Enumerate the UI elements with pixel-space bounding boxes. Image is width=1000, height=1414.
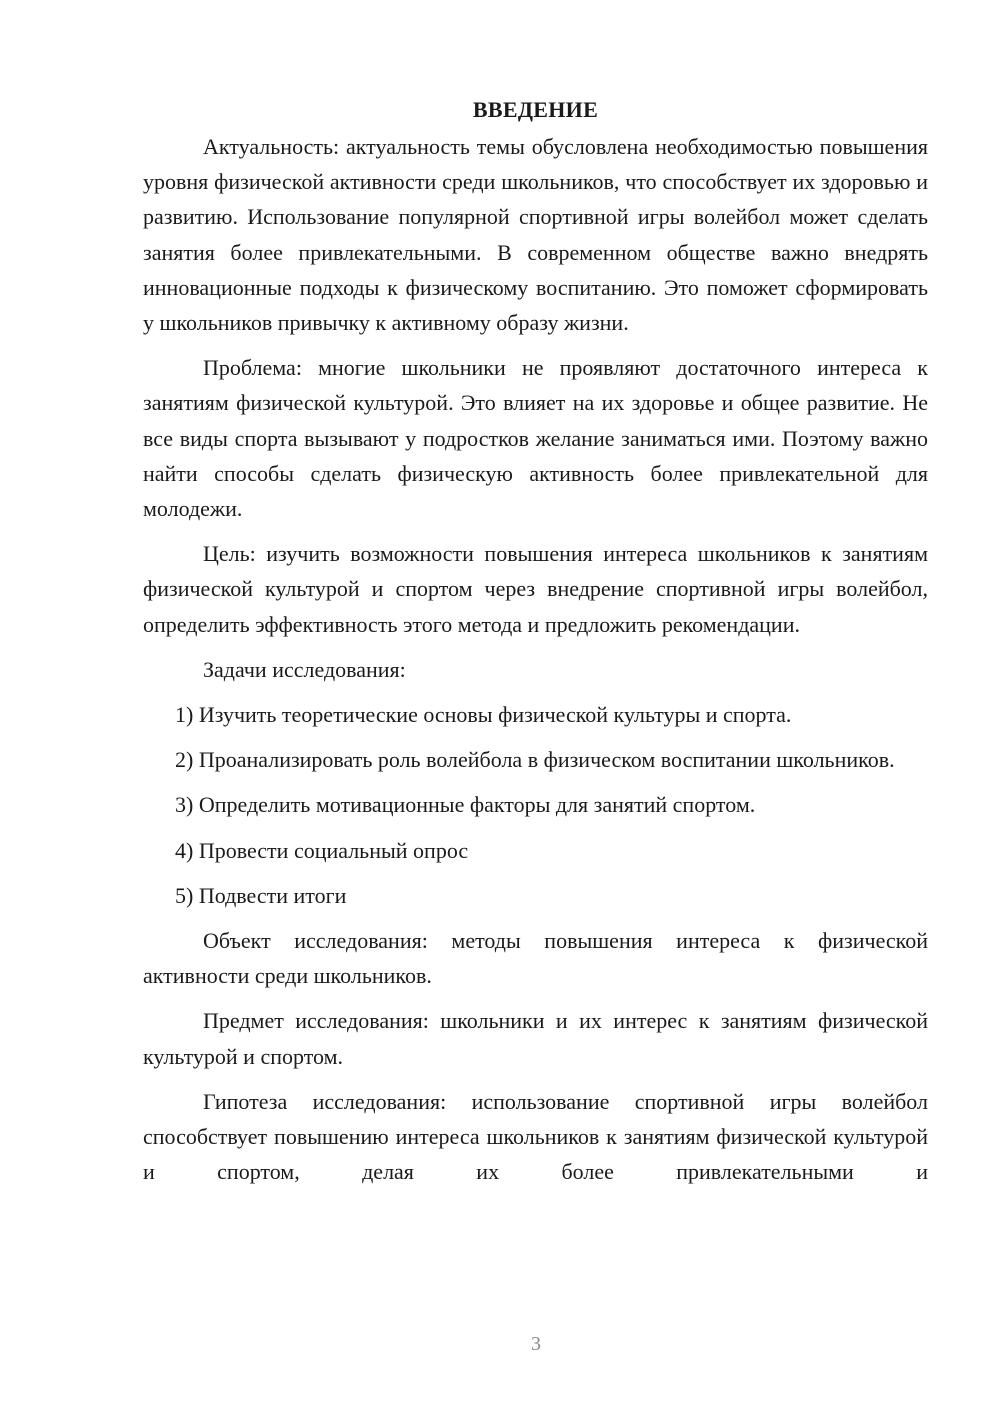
paragraph-object: Объект исследования: методы повышения интереса к физической активности среди школьников. [143,928,928,989]
task-item-3: 3) Определить мотивационные факторы для занятий спортом. [175,792,756,818]
task-item-5: 5) Подвести итоги [175,882,347,908]
paragraph-hypothesis: Гипотеза исследования: использование спортивной игры волейбол способствует повышению интереса школьников к занятиям физической культурой и спортом, делая их более привлекательными и [143,1088,928,1185]
task-item-2: 2) Проанализировать роль волейбола в физическом воспитании школьников. [175,747,895,773]
paragraph-problem: Проблема: многие школьники не проявляют достаточного интереса к занятиям физической культурой. Это влияет на их здоровье и общее развитие. Не все виды спорта вызывают у подростков желание заниматься ими. Поэтому важно найти способы сделать физическую активность более привлекательной для молодежи. [143,355,928,522]
document-page [143,92,928,1199]
page-number: 3 [531,1333,541,1355]
task-item-4: 4) Провести социальный опрос [175,837,469,863]
paragraph-relevance: Актуальность: актуальность темы обусловлена необходимостью повышения уровня физической активности среди школьников, что способствует их здоровью и развитию. Использование популярной спортивной игры волейбол может сделать занятия более привлекательными. В современном обществе важно внедрять инновационные подходы к физическому воспитанию. Это поможет сформировать у школьников привычку к активному образу жизни. [143,134,928,336]
paragraph-goal: Цель: изучить возможности повышения интереса школьников к занятиям физической культурой и спортом через внедрение спортивной игры волейбол, определить эффективность этого метода и предложить рекомендации. [143,541,928,637]
task-item-1: 1) Изучить теоретические основы физической культуры и спорта. [175,702,792,728]
paragraph-subject: Предмет исследования: школьники и их интерес к занятиям физической культурой и спортом. [143,1008,928,1069]
tasks-title: Задачи исследования: [203,656,406,682]
section-heading: ВВЕДЕНИЕ [472,97,599,122]
